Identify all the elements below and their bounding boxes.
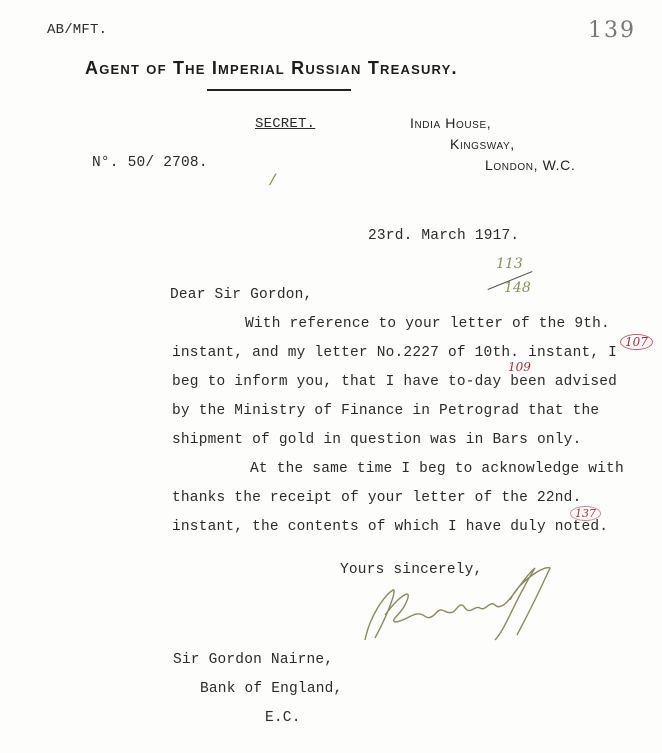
pencil-mark: / bbox=[268, 172, 278, 190]
folio-number: 139 bbox=[588, 18, 636, 43]
body-line-7: thanks the receipt of your letter of the 22nd. bbox=[172, 490, 582, 506]
body-line-3: beg to inform you, that I have to-day been advised bbox=[172, 374, 618, 390]
address-line-2: Kingsway, bbox=[450, 136, 515, 152]
letterhead-rule bbox=[207, 89, 351, 91]
body-line-2: instant, and my letter No.2227 of 10th. instant, I bbox=[172, 345, 618, 361]
recipient-name: Sir Gordon Nairne, bbox=[173, 652, 334, 668]
recipient-district: E.C. bbox=[265, 710, 301, 726]
red-reference-107: 107 bbox=[620, 334, 653, 350]
body-line-4: by the Ministry of Finance in Petrograd that the bbox=[172, 403, 600, 419]
letterhead-title: Agent of The Imperial Russian Treasury. bbox=[85, 58, 458, 78]
red-reference-137: 137 bbox=[570, 506, 601, 521]
body-line-8: instant, the contents of which I have duly noted. bbox=[172, 519, 609, 535]
body-line-1: With reference to your letter of the 9th. bbox=[245, 316, 610, 332]
reference-code: AB/MFT. bbox=[47, 22, 108, 38]
address-line-1: India House, bbox=[410, 115, 492, 131]
document-number bbox=[92, 155, 208, 171]
annotation-fraction-bottom: 148 bbox=[504, 280, 531, 296]
closing: Yours sincerely, bbox=[340, 562, 483, 578]
body-line-6: At the same time I beg to acknowledge with bbox=[250, 461, 624, 477]
annotation-fraction-top: 113 bbox=[496, 256, 523, 272]
body-line-5: shipment of gold in question was in Bars only. bbox=[172, 432, 582, 448]
recipient-institution: Bank of England, bbox=[200, 681, 343, 697]
signature-icon bbox=[345, 560, 565, 650]
number-value: 50/ 2708. bbox=[127, 155, 208, 171]
letter-date: 23rd. March 1917. bbox=[368, 228, 520, 244]
number-prefix: N°. bbox=[92, 155, 119, 171]
address-line-3: London, W.C. bbox=[485, 157, 576, 173]
salutation: Dear Sir Gordon, bbox=[170, 287, 313, 303]
classification-label: SECRET. bbox=[255, 116, 316, 132]
red-reference-109: 109 bbox=[508, 360, 531, 374]
